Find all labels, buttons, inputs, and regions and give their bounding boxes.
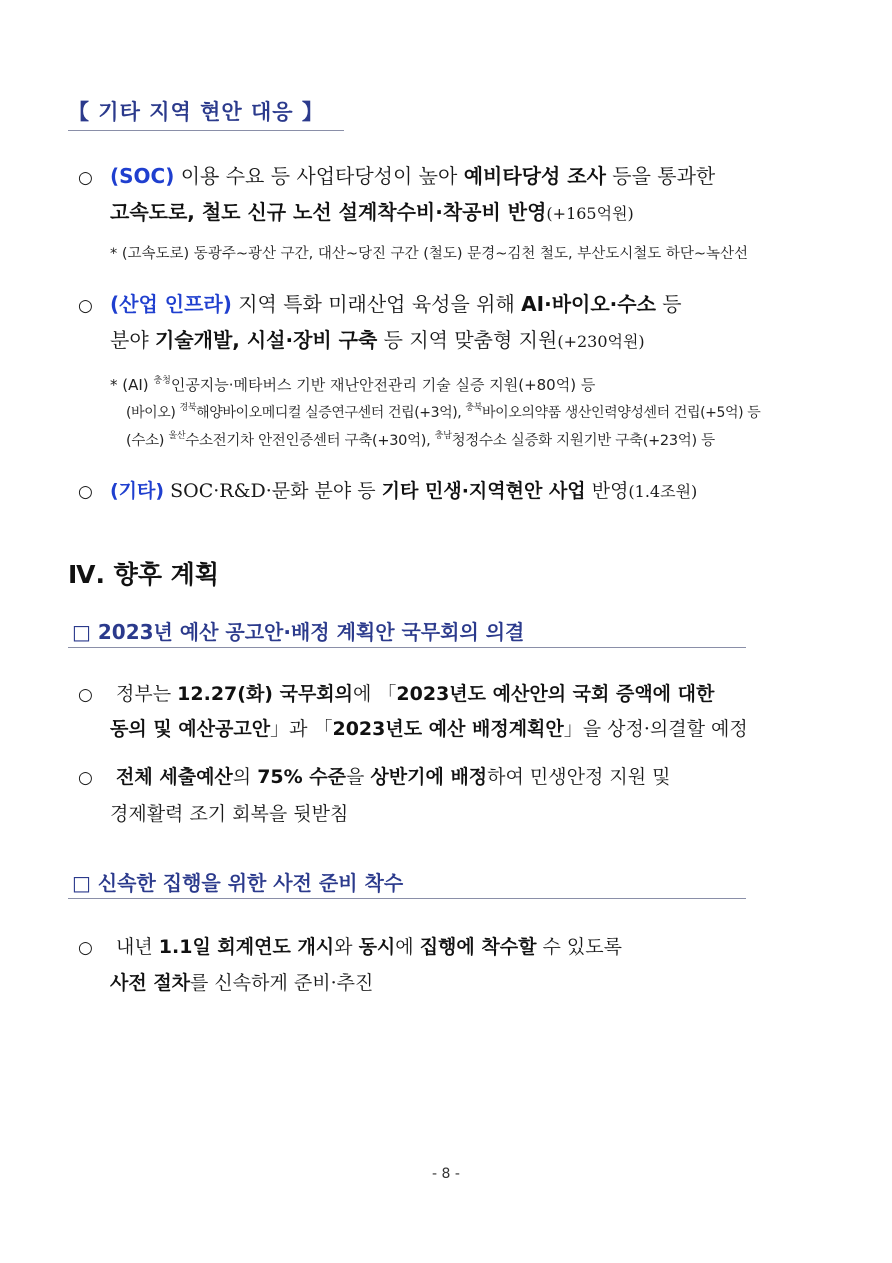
region-tag: 경북 — [179, 403, 197, 413]
footnote-text: 인공지능·메타버스 기반 재난안전관리 기술 실증 지원(+80억) 등 — [170, 376, 596, 394]
footnote — [126, 423, 715, 455]
list-item-continuation — [110, 193, 634, 233]
item-text: 내년 — [110, 936, 159, 958]
section-title: □ 신속한 집행을 위한 사전 준비 착수 — [72, 871, 404, 895]
item-text: 경제활력 조기 회복을 뒷받침 — [110, 803, 349, 825]
item-emphasis: 동의 및 예산공고안 — [110, 718, 271, 740]
item-text: 등을 통과한 — [605, 164, 716, 188]
bullet-icon: ○ — [78, 685, 93, 705]
item-text: SOC·R&D·문화 분야 등 — [164, 480, 382, 502]
item-text: 에 「 — [353, 683, 397, 705]
bullet-icon: ○ — [78, 768, 93, 788]
region-tag: 울산 — [168, 431, 186, 441]
list-item-continuation — [110, 795, 348, 833]
item-text: 의 — [232, 766, 258, 788]
item-emphasis: 집행에 착수할 — [419, 936, 537, 958]
footnote-text: 해양바이오메디컬 실증연구센터 건립(+3억), — [196, 405, 466, 421]
item-emphasis: 2023년도 예산안의 국회 증액에 대한 — [396, 683, 715, 705]
footnote: * (고속도로) 동광주~광산 구간, 대산~당진 구간 (철도) 문경~김천 철도, 부산도시철도 하단~녹산선 — [110, 246, 749, 262]
item-tag: (SOC) — [110, 164, 175, 188]
item-text: 」과 「 — [270, 718, 333, 740]
list-item — [78, 675, 714, 714]
list-item — [78, 157, 715, 197]
footnote-label: (바이오) — [126, 405, 180, 421]
item-amount: (+165억원) — [546, 204, 634, 223]
footnote-text: 수소전기차 안전인증센터 구축(+30억), — [185, 433, 435, 449]
item-text: 와 — [334, 936, 359, 958]
item-text: 수 있도록 — [536, 936, 622, 958]
item-emphasis: 전체 세출예산 — [116, 766, 233, 788]
region-tag: 충청 — [153, 376, 171, 386]
item-emphasis: 사전 절차 — [110, 972, 191, 994]
item-tag: (기타) — [110, 480, 165, 502]
item-emphasis: 기술개발, 시설·장비 구축 — [155, 328, 378, 352]
section-underline — [68, 647, 746, 648]
bullet-icon: ○ — [78, 168, 93, 188]
list-item-continuation — [110, 964, 373, 1002]
section-title: 【 기타 지역 현안 대응 】 — [68, 100, 324, 124]
item-text: 정부는 — [110, 683, 178, 705]
footnote-label: * (AI) — [110, 376, 154, 394]
item-emphasis: 예비타당성 조사 — [463, 164, 606, 188]
section-underline — [68, 130, 344, 131]
item-text: 이용 수요 등 사업타당성이 높아 — [174, 164, 464, 188]
list-item — [78, 758, 670, 797]
region-tag: 충북 — [465, 403, 483, 413]
item-emphasis: 2023년도 예산 배정계획안 — [332, 718, 564, 740]
item-tag: (산업 인프라) — [110, 292, 232, 316]
region-tag: 충남 — [434, 431, 452, 441]
item-text: 에 — [395, 936, 420, 958]
page-number: - 8 - — [432, 1166, 460, 1182]
list-item-continuation — [110, 710, 748, 748]
item-emphasis: 75% 수준 — [257, 766, 347, 788]
list-item — [78, 472, 697, 511]
bullet-icon: ○ — [78, 296, 93, 316]
bullet-icon: ○ — [78, 938, 93, 958]
item-text: 등 — [655, 292, 682, 316]
list-item — [78, 928, 622, 967]
item-emphasis: 1.1일 회계연도 개시 — [158, 936, 335, 958]
item-text: 를 신속하게 준비·추진 — [190, 972, 374, 994]
chapter-title: Ⅳ. 향후 계획 — [68, 560, 219, 589]
section-title: □ 2023년 예산 공고안·배정 계획안 국무회의 의결 — [72, 620, 525, 644]
section-underline — [68, 898, 746, 899]
footnote-label: (수소) — [126, 433, 169, 449]
item-emphasis: 고속도로, 철도 신규 노선 설계착수비·착공비 반영 — [110, 200, 547, 224]
item-emphasis: 상반기에 배정 — [370, 766, 488, 788]
item-text: 을 — [346, 766, 371, 788]
item-text: 등 지역 맞춤형 지원 — [377, 328, 558, 352]
list-item-continuation — [110, 321, 645, 361]
item-text: 」을 상정·의결할 예정 — [563, 718, 748, 740]
item-emphasis: 동시 — [358, 936, 396, 958]
footnote-text: 청정수소 실증화 지원기반 구축(+23억) 등 — [451, 433, 715, 449]
item-text: 지역 특화 미래산업 육성을 위해 — [231, 292, 522, 316]
item-text: 반영 — [585, 480, 629, 502]
footnote-text: 바이오의약품 생산인력양성센터 건립(+5억) 등 — [482, 405, 761, 421]
item-amount: (1.4조원) — [628, 482, 698, 501]
item-emphasis: 12.27(화) 국무회의 — [177, 683, 354, 705]
item-text: 하여 민생안정 지원 및 — [487, 766, 671, 788]
item-emphasis: AI·바이오·수소 — [521, 292, 656, 316]
list-item — [78, 285, 682, 325]
bullet-icon: ○ — [78, 482, 93, 502]
item-emphasis: 기타 민생·지역현안 사업 — [381, 480, 586, 502]
item-amount: (+230억원) — [557, 332, 645, 351]
item-text: 분야 — [110, 328, 155, 352]
